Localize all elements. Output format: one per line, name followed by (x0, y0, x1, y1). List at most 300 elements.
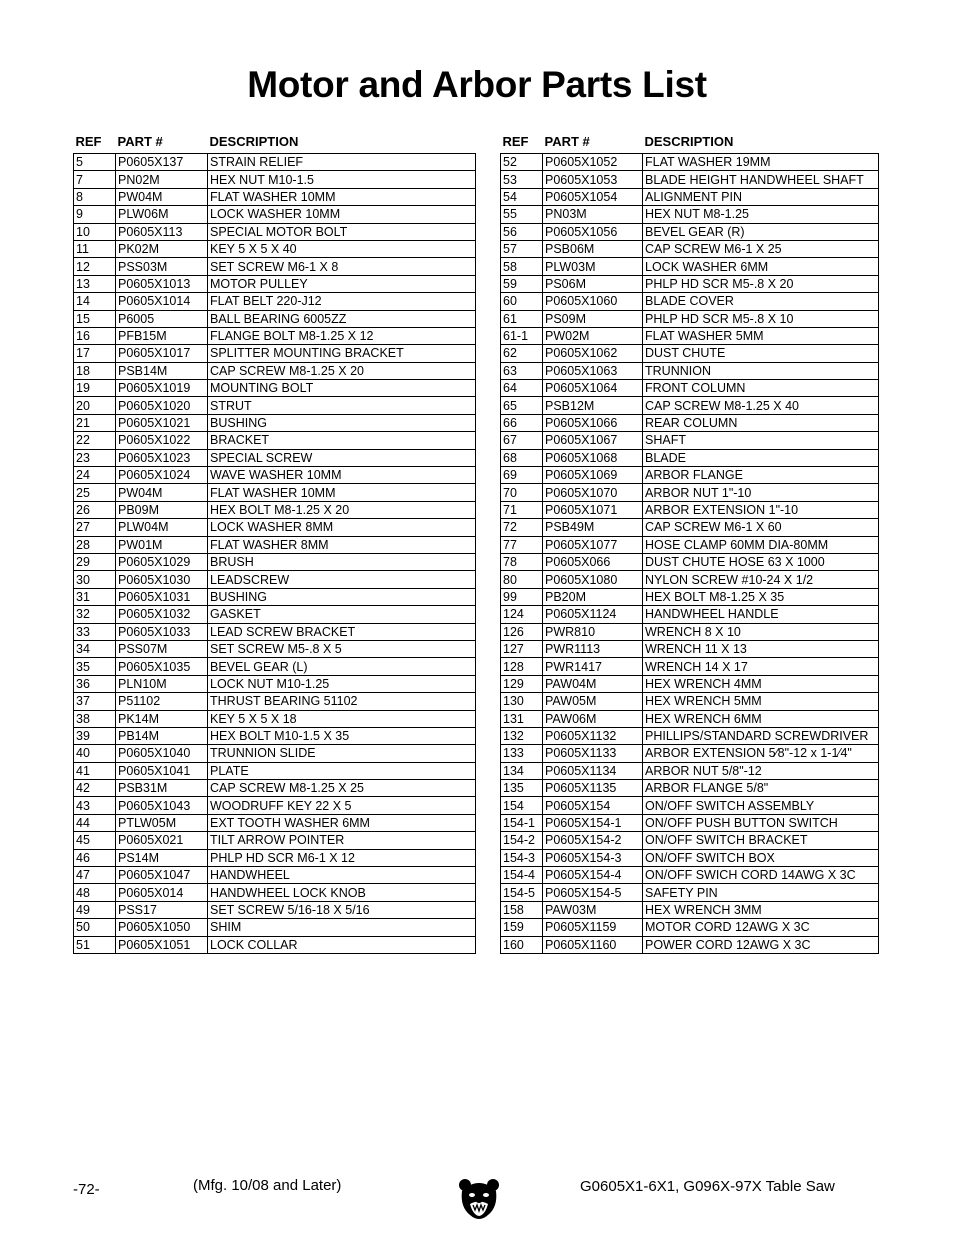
table-row (74, 901, 476, 918)
part-number-cell: PW04M (116, 484, 208, 501)
table-row (74, 397, 476, 414)
part-number-cell: P0605X1021 (116, 414, 208, 431)
part-number-cell: P0605X1159 (543, 919, 643, 936)
part-number-cell: P0605X1068 (543, 449, 643, 466)
part-number-cell: P0605X154-4 (543, 867, 643, 884)
ref-cell: 45 (74, 832, 116, 849)
table-row (74, 536, 476, 553)
description-cell: SPLITTER MOUNTING BRACKET (208, 345, 476, 362)
table-row (74, 919, 476, 936)
ref-cell: 48 (74, 884, 116, 901)
description-cell: REAR COLUMN (643, 414, 879, 431)
table-row (501, 414, 879, 431)
table-row (501, 467, 879, 484)
description-cell: FLAT WASHER 8MM (208, 536, 476, 553)
description-cell: PHLP HD SCR M5-.8 X 20 (643, 275, 879, 292)
description-cell: FLAT WASHER 10MM (208, 188, 476, 205)
table-row (74, 327, 476, 344)
parts-table-left (73, 132, 476, 954)
ref-cell: 52 (501, 154, 543, 171)
ref-cell: 124 (501, 606, 543, 623)
ref-cell: 19 (74, 380, 116, 397)
ref-cell: 23 (74, 449, 116, 466)
description-cell: FLANGE BOLT M8-1.25 X 12 (208, 327, 476, 344)
page-number: -72- (73, 1181, 100, 1198)
part-number-cell: PSS07M (116, 640, 208, 657)
table-row (74, 449, 476, 466)
part-number-cell: P0605X1041 (116, 762, 208, 779)
description-cell: LOCK WASHER 8MM (208, 519, 476, 536)
ref-cell: 26 (74, 501, 116, 518)
description-cell: CAP SCREW M8-1.25 X 25 (208, 780, 476, 797)
parts-table-right (500, 132, 879, 954)
ref-cell: 154-1 (501, 814, 543, 831)
description-cell: SET SCREW M6-1 X 8 (208, 258, 476, 275)
ref-cell: 36 (74, 675, 116, 692)
table-row (74, 188, 476, 205)
part-number-cell: P0605X154-1 (543, 814, 643, 831)
ref-cell: 80 (501, 571, 543, 588)
description-cell: CAP SCREW M8-1.25 X 20 (208, 362, 476, 379)
table-row (501, 240, 879, 257)
description-header: DESCRIPTION (644, 133, 734, 149)
part-number-cell: PLW04M (116, 519, 208, 536)
model-name: G0605X1-6X1, G096X-97X Table Saw (580, 1178, 835, 1195)
part-number-cell: P0605X1032 (116, 606, 208, 623)
table-row (501, 797, 879, 814)
table-row (74, 814, 476, 831)
part-number-cell: P0605X1063 (543, 362, 643, 379)
part-number-cell: PS09M (543, 310, 643, 327)
description-cell: TILT ARROW POINTER (208, 832, 476, 849)
description-cell: ON/OFF SWITCH ASSEMBLY (643, 797, 879, 814)
description-cell: WRENCH 8 X 10 (643, 623, 879, 640)
table-row (74, 414, 476, 431)
description-cell: HANDWHEEL HANDLE (643, 606, 879, 623)
table-row (501, 536, 879, 553)
part-number-cell: P0605X1069 (543, 467, 643, 484)
ref-cell: 39 (74, 727, 116, 744)
part-number-cell: P0605X137 (116, 154, 208, 171)
ref-cell: 71 (501, 501, 543, 518)
part-number-cell: PSS03M (116, 258, 208, 275)
part-number-cell: P0605X1056 (543, 223, 643, 240)
part-number-cell: PB09M (116, 501, 208, 518)
table-row (74, 588, 476, 605)
mfg-note: (Mfg. 10/08 and Later) (193, 1177, 342, 1194)
ref-cell: 8 (74, 188, 116, 205)
part-number-cell: P0605X1043 (116, 797, 208, 814)
table-row (501, 745, 879, 762)
ref-cell: 62 (501, 345, 543, 362)
description-cell: FRONT COLUMN (643, 380, 879, 397)
table-row (501, 293, 879, 310)
description-cell: BEVEL GEAR (R) (643, 223, 879, 240)
description-cell: PLATE (208, 762, 476, 779)
table-row (74, 171, 476, 188)
ref-cell: 160 (501, 936, 543, 953)
description-cell: KEY 5 X 5 X 40 (208, 240, 476, 257)
ref-cell: 17 (74, 345, 116, 362)
table-row (74, 780, 476, 797)
table-row (74, 623, 476, 640)
ref-cell: 154-5 (501, 884, 543, 901)
part-number-cell: P0605X154-3 (543, 849, 643, 866)
description-cell: ARBOR EXTENSION 1"-10 (643, 501, 879, 518)
ref-cell: 129 (501, 675, 543, 692)
ref-cell: 135 (501, 780, 543, 797)
description-cell: HEX NUT M10-1.5 (208, 171, 476, 188)
description-cell: BRACKET (208, 432, 476, 449)
description-cell: HEX BOLT M8-1.25 X 20 (208, 501, 476, 518)
part-number-cell: P0605X066 (543, 553, 643, 570)
table-row (501, 780, 879, 797)
description-cell: HEX BOLT M10-1.5 X 35 (208, 727, 476, 744)
ref-cell: 20 (74, 397, 116, 414)
description-cell: ARBOR NUT 1"-10 (643, 484, 879, 501)
ref-cell: 131 (501, 710, 543, 727)
page-title: Motor and Arbor Parts List (247, 64, 707, 105)
ref-cell: 65 (501, 397, 543, 414)
table-row (74, 606, 476, 623)
description-cell: FLAT BELT 220-J12 (208, 293, 476, 310)
description-cell: SPECIAL MOTOR BOLT (208, 223, 476, 240)
part-number-cell: PAW06M (543, 710, 643, 727)
table-row (74, 501, 476, 518)
table-row (74, 727, 476, 744)
description-cell: HANDWHEEL (208, 867, 476, 884)
part-number-cell: PB14M (116, 727, 208, 744)
ref-cell: 38 (74, 710, 116, 727)
table-row (501, 171, 879, 188)
table-row (74, 710, 476, 727)
table-row (74, 258, 476, 275)
description-cell: MOTOR CORD 12AWG X 3C (643, 919, 879, 936)
ref-cell: 128 (501, 658, 543, 675)
ref-cell: 16 (74, 327, 116, 344)
ref-cell: 72 (501, 519, 543, 536)
table-row (501, 762, 879, 779)
part-number-cell: P0605X1124 (543, 606, 643, 623)
part-number-cell: P0605X1023 (116, 449, 208, 466)
description-cell: SET SCREW M5-.8 X 5 (208, 640, 476, 657)
ref-cell: 56 (501, 223, 543, 240)
description-cell: THRUST BEARING 51102 (208, 693, 476, 710)
table-row (74, 240, 476, 257)
table-row (501, 832, 879, 849)
description-cell: ARBOR EXTENSION 5⁄8"-12 x 1-1⁄4" (643, 745, 879, 762)
part-number-cell: P0605X1080 (543, 571, 643, 588)
description-cell: KEY 5 X 5 X 18 (208, 710, 476, 727)
description-cell: ON/OFF SWICH CORD 14AWG X 3C (643, 867, 879, 884)
description-cell: HEX WRENCH 4MM (643, 675, 879, 692)
part-number-cell: P0605X1020 (116, 397, 208, 414)
ref-cell: 132 (501, 727, 543, 744)
table-row (74, 519, 476, 536)
description-cell: CAP SCREW M6-1 X 25 (643, 240, 879, 257)
table-row (501, 397, 879, 414)
ref-cell: 49 (74, 901, 116, 918)
description-cell: ARBOR FLANGE (643, 467, 879, 484)
ref-cell: 55 (501, 206, 543, 223)
part-number-cell: P0605X1024 (116, 467, 208, 484)
part-number-cell: P0605X1071 (543, 501, 643, 518)
part-number-cell: P0605X1160 (543, 936, 643, 953)
table-row (501, 849, 879, 866)
ref-cell: 134 (501, 762, 543, 779)
description-cell: SET SCREW 5/16-18 X 5/16 (208, 901, 476, 918)
table-row (501, 345, 879, 362)
table-row (501, 936, 879, 953)
table-row (74, 693, 476, 710)
part-number-cell: P0605X1052 (543, 154, 643, 171)
part-number-cell: PN02M (116, 171, 208, 188)
part-number-cell: P0605X1013 (116, 275, 208, 292)
part-number-cell: PAW03M (543, 901, 643, 918)
table-row (74, 206, 476, 223)
description-cell: LOCK COLLAR (208, 936, 476, 953)
table-row (501, 623, 879, 640)
description-cell: TRUNNION (643, 362, 879, 379)
ref-cell: 35 (74, 658, 116, 675)
table-row (74, 745, 476, 762)
table-row (74, 484, 476, 501)
part-number-cell: P0605X1066 (543, 414, 643, 431)
part-number-cell: P0605X154-5 (543, 884, 643, 901)
table-row (501, 901, 879, 918)
part-number-cell: PK14M (116, 710, 208, 727)
description-cell: HOSE CLAMP 60MM DIA-80MM (643, 536, 879, 553)
ref-cell: 51 (74, 936, 116, 953)
description-cell: LEADSCREW (208, 571, 476, 588)
ref-cell: 28 (74, 536, 116, 553)
part-number-cell: PS14M (116, 849, 208, 866)
description-cell: BUSHING (208, 588, 476, 605)
table-row (74, 849, 476, 866)
part-number-cell: PB20M (543, 588, 643, 605)
description-cell: CAP SCREW M8-1.25 X 40 (643, 397, 879, 414)
ref-cell: 32 (74, 606, 116, 623)
table-row (501, 501, 879, 518)
part-number-cell: P0605X154-2 (543, 832, 643, 849)
table-row (501, 640, 879, 657)
ref-cell: 64 (501, 380, 543, 397)
part-number-cell: PLW03M (543, 258, 643, 275)
ref-cell: 70 (501, 484, 543, 501)
description-cell: PHLP HD SCR M6-1 X 12 (208, 849, 476, 866)
description-cell: WOODRUFF KEY 22 X 5 (208, 797, 476, 814)
part-number-cell: P0605X1062 (543, 345, 643, 362)
ref-cell: 127 (501, 640, 543, 657)
table-row (501, 675, 879, 692)
ref-cell: 14 (74, 293, 116, 310)
part-number-cell: PSB49M (543, 519, 643, 536)
ref-cell: 159 (501, 919, 543, 936)
description-cell: PHILLIPS/STANDARD SCREWDRIVER (643, 727, 879, 744)
ref-cell: 50 (74, 919, 116, 936)
ref-cell: 24 (74, 467, 116, 484)
ref-cell: 22 (74, 432, 116, 449)
description-cell: ON/OFF PUSH BUTTON SWITCH (643, 814, 879, 831)
part-number-cell: P0605X113 (116, 223, 208, 240)
part-number-cell: PLN10M (116, 675, 208, 692)
table-row (501, 553, 879, 570)
table-row (501, 206, 879, 223)
ref-cell: 30 (74, 571, 116, 588)
part-number-cell: P0605X1077 (543, 536, 643, 553)
part-number-cell: PWR1417 (543, 658, 643, 675)
part-number-cell: P0605X1030 (116, 571, 208, 588)
ref-cell: 15 (74, 310, 116, 327)
part-number-cell: P0605X1040 (116, 745, 208, 762)
table-row (74, 797, 476, 814)
part-number-cell: P0605X1070 (543, 484, 643, 501)
table-row (501, 310, 879, 327)
description-cell: ON/OFF SWITCH BRACKET (643, 832, 879, 849)
ref-cell: 33 (74, 623, 116, 640)
ref-cell: 61-1 (501, 327, 543, 344)
part-number-cell: PAW05M (543, 693, 643, 710)
table-row (501, 519, 879, 536)
description-cell: ON/OFF SWITCH BOX (643, 849, 879, 866)
part-number-cell: P0605X1031 (116, 588, 208, 605)
description-cell: BLADE HEIGHT HANDWHEEL SHAFT (643, 171, 879, 188)
description-cell: ALIGNMENT PIN (643, 188, 879, 205)
description-cell: LEAD SCREW BRACKET (208, 623, 476, 640)
table-row (501, 275, 879, 292)
description-cell: BALL BEARING 6005ZZ (208, 310, 476, 327)
description-cell: BEVEL GEAR (L) (208, 658, 476, 675)
table-row (501, 223, 879, 240)
description-cell: FLAT WASHER 10MM (208, 484, 476, 501)
ref-cell: 12 (74, 258, 116, 275)
part-number-cell: PSB14M (116, 362, 208, 379)
ref-cell: 77 (501, 536, 543, 553)
ref-cell: 34 (74, 640, 116, 657)
ref-cell: 66 (501, 414, 543, 431)
ref-cell: 37 (74, 693, 116, 710)
ref-cell: 44 (74, 814, 116, 831)
description-cell: SHAFT (643, 432, 879, 449)
ref-cell: 41 (74, 762, 116, 779)
part-number-cell: PSB31M (116, 780, 208, 797)
description-cell: SHIM (208, 919, 476, 936)
table-row (501, 693, 879, 710)
table-row (501, 727, 879, 744)
ref-cell: 58 (501, 258, 543, 275)
ref-cell: 27 (74, 519, 116, 536)
ref-cell: 68 (501, 449, 543, 466)
ref-cell: 29 (74, 553, 116, 570)
table-row (74, 553, 476, 570)
table-row (501, 484, 879, 501)
ref-header: REF (502, 133, 529, 149)
ref-cell: 5 (74, 154, 116, 171)
table-row (501, 571, 879, 588)
table-header-row (74, 132, 476, 154)
table-row (74, 832, 476, 849)
table-row (501, 380, 879, 397)
part-number-cell: PK02M (116, 240, 208, 257)
description-cell: NYLON SCREW #10-24 X 1/2 (643, 571, 879, 588)
description-header: DESCRIPTION (209, 133, 299, 149)
table-row (501, 867, 879, 884)
table-row (501, 606, 879, 623)
ref-cell: 7 (74, 171, 116, 188)
description-cell: EXT TOOTH WASHER 6MM (208, 814, 476, 831)
table-row (501, 362, 879, 379)
table-row (74, 762, 476, 779)
table-row (74, 640, 476, 657)
part-number-cell: P0605X1014 (116, 293, 208, 310)
table-row (501, 449, 879, 466)
ref-cell: 61 (501, 310, 543, 327)
part-number-cell: P51102 (116, 693, 208, 710)
part-number-cell: P0605X1134 (543, 762, 643, 779)
part-number-cell: P6005 (116, 310, 208, 327)
description-cell: MOUNTING BOLT (208, 380, 476, 397)
description-cell: LOCK NUT M10-1.25 (208, 675, 476, 692)
description-cell: MOTOR PULLEY (208, 275, 476, 292)
part-number-cell: PAW04M (543, 675, 643, 692)
table-row (501, 884, 879, 901)
description-cell: ARBOR NUT 5/8"-12 (643, 762, 879, 779)
part-number-cell: P0605X1047 (116, 867, 208, 884)
part-number-cell: P0605X1029 (116, 553, 208, 570)
table-row (74, 571, 476, 588)
description-cell: FLAT WASHER 19MM (643, 154, 879, 171)
table-row (501, 588, 879, 605)
description-cell: STRAIN RELIEF (208, 154, 476, 171)
part-number-cell: PSS17 (116, 901, 208, 918)
ref-cell: 126 (501, 623, 543, 640)
description-cell: HEX WRENCH 6MM (643, 710, 879, 727)
part-number-cell: P0605X1035 (116, 658, 208, 675)
ref-cell: 40 (74, 745, 116, 762)
table-row (74, 293, 476, 310)
part-number-cell: P0605X1017 (116, 345, 208, 362)
ref-cell: 46 (74, 849, 116, 866)
ref-cell: 42 (74, 780, 116, 797)
ref-cell: 154-2 (501, 832, 543, 849)
part-number-cell: PTLW05M (116, 814, 208, 831)
part-number-cell: PWR810 (543, 623, 643, 640)
part-number-cell: P0605X1060 (543, 293, 643, 310)
part-number-cell: PSB06M (543, 240, 643, 257)
part-number-cell: PLW06M (116, 206, 208, 223)
ref-cell: 60 (501, 293, 543, 310)
description-cell: BLADE COVER (643, 293, 879, 310)
description-cell: DUST CHUTE (643, 345, 879, 362)
part-number-cell: P0605X1054 (543, 188, 643, 205)
ref-cell: 158 (501, 901, 543, 918)
part-number-cell: PWR1113 (543, 640, 643, 657)
description-cell: POWER CORD 12AWG X 3C (643, 936, 879, 953)
table-row (74, 362, 476, 379)
description-cell: FLAT WASHER 5MM (643, 327, 879, 344)
part-number-cell: PW01M (116, 536, 208, 553)
description-cell: SAFETY PIN (643, 884, 879, 901)
table-row (501, 327, 879, 344)
description-cell: SPECIAL SCREW (208, 449, 476, 466)
part-number-cell: P0605X1064 (543, 380, 643, 397)
part-number-cell: P0605X021 (116, 832, 208, 849)
description-cell: HEX NUT M8-1.25 (643, 206, 879, 223)
ref-cell: 47 (74, 867, 116, 884)
part-number-cell: P0605X1053 (543, 171, 643, 188)
table-row (74, 380, 476, 397)
description-cell: HANDWHEEL LOCK KNOB (208, 884, 476, 901)
